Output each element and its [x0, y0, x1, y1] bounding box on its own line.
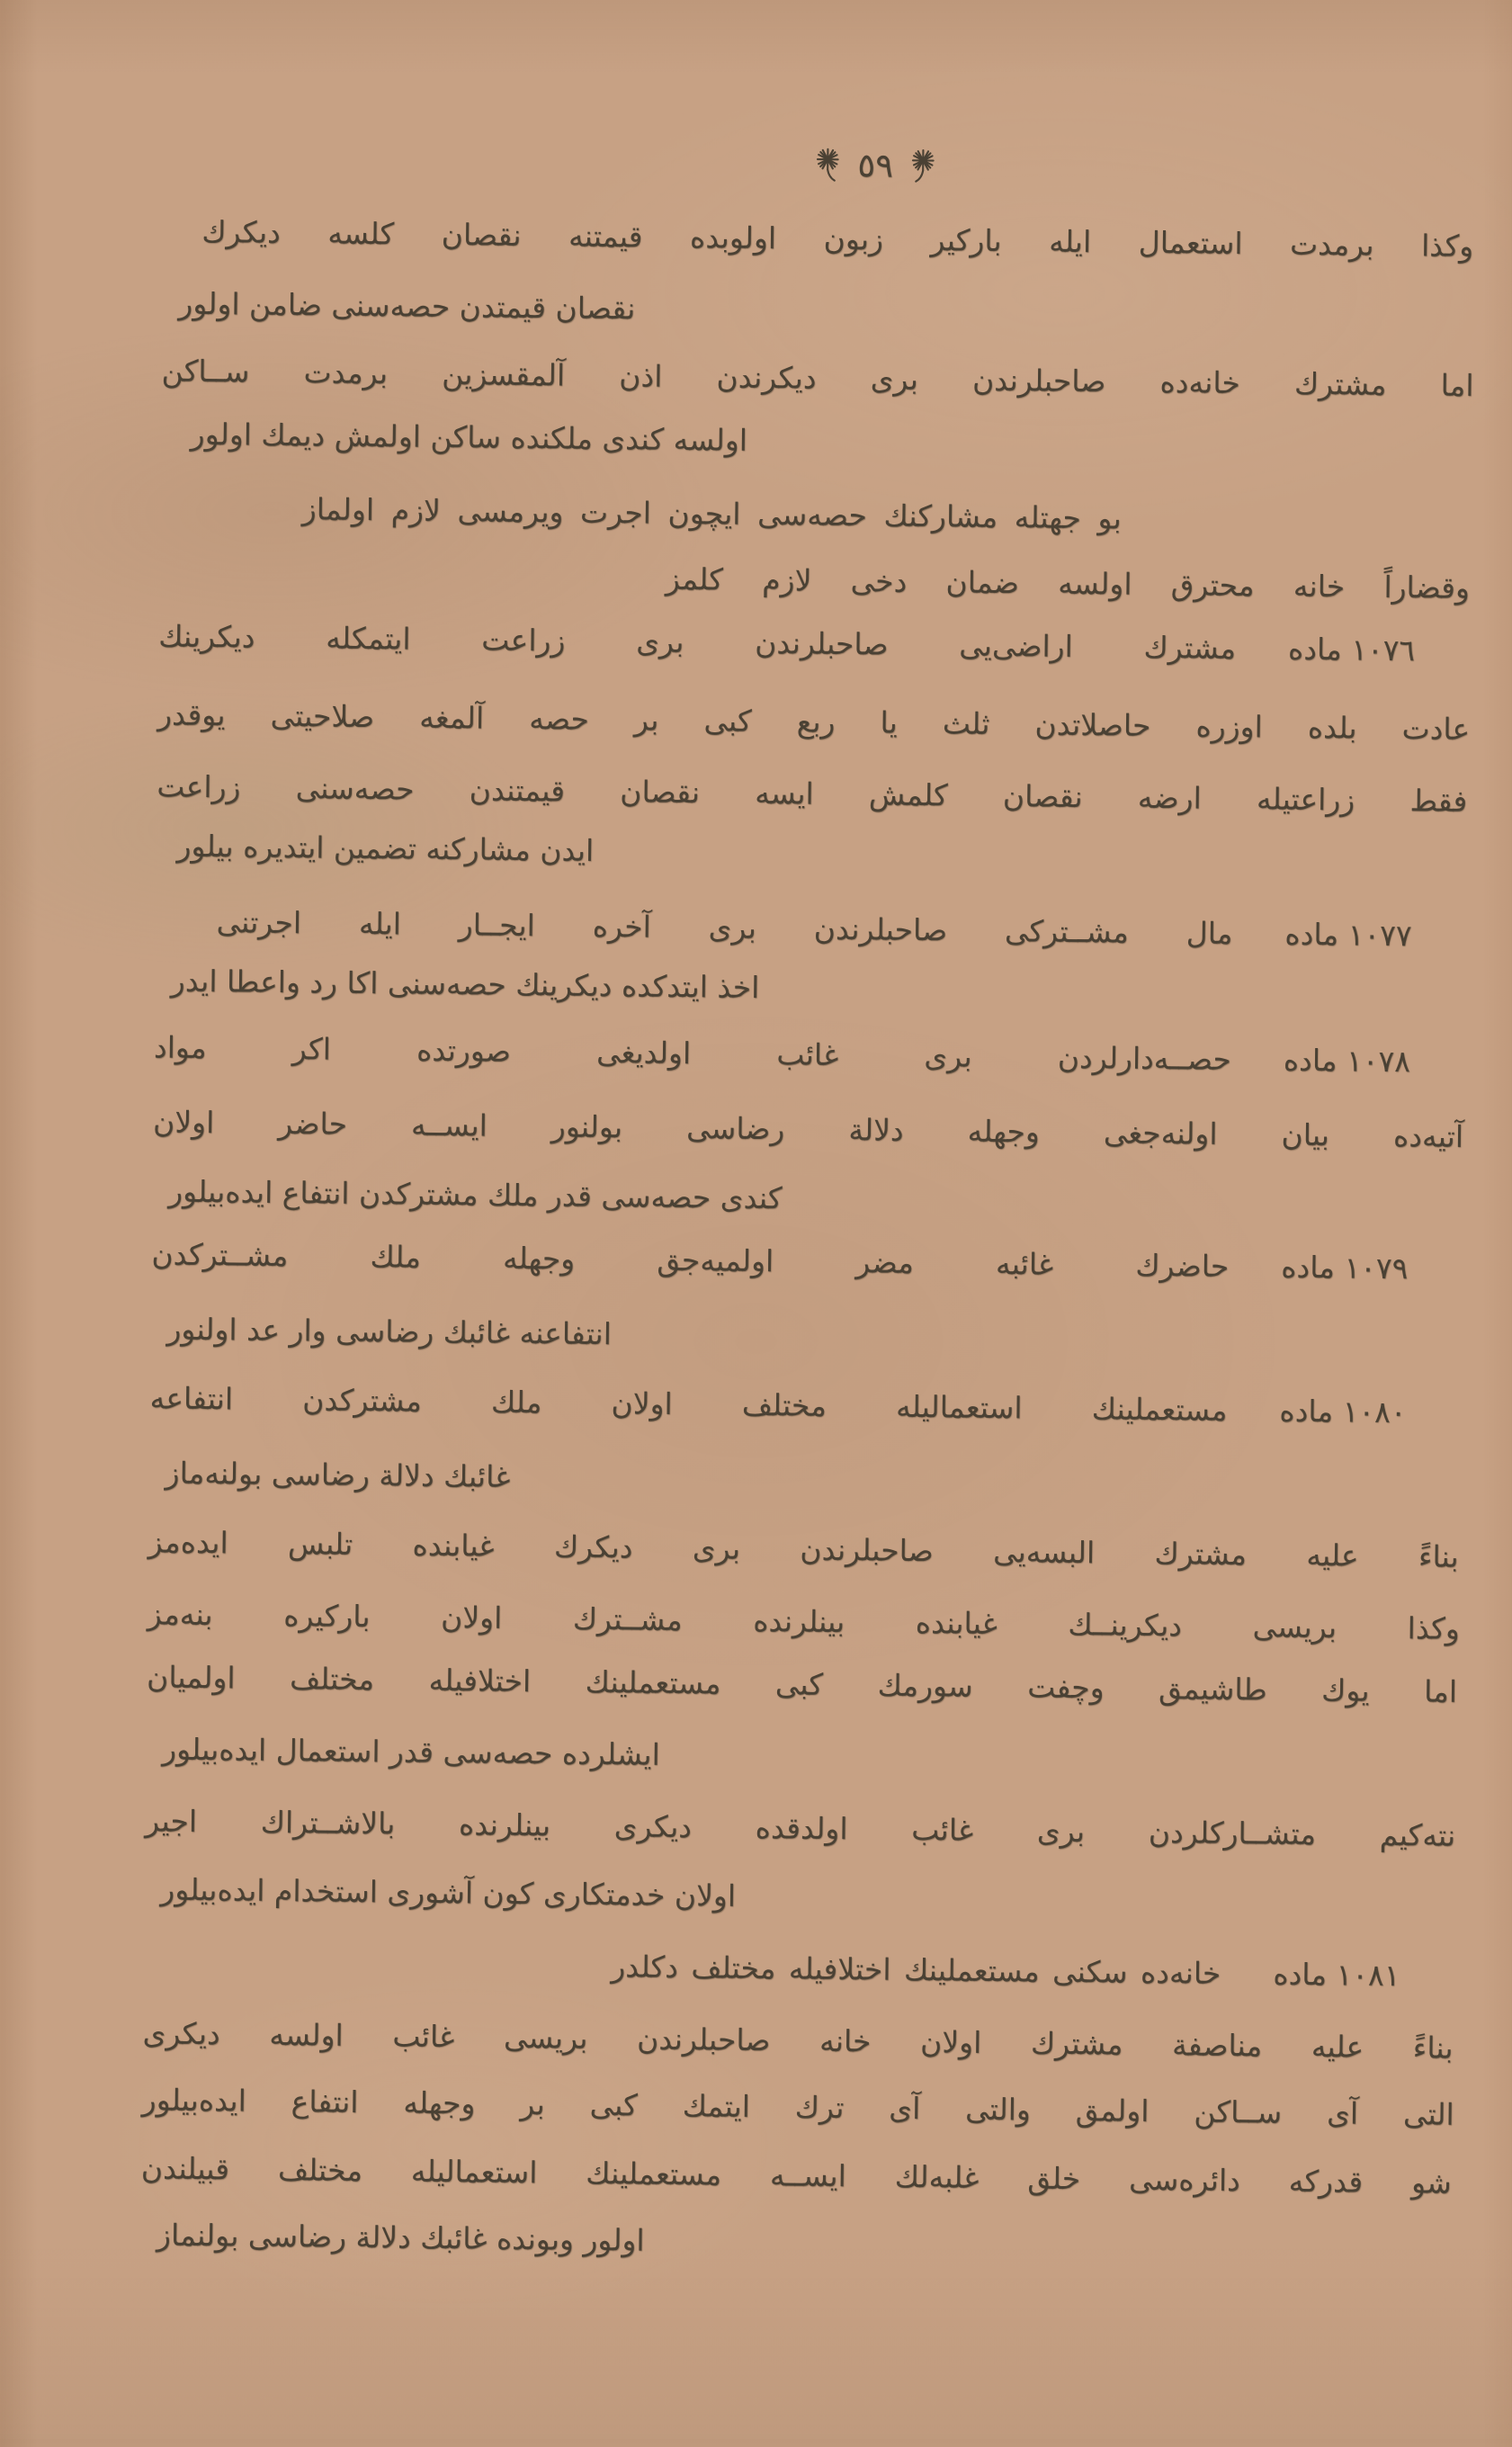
text-line: اولسه كندى ملكنده ساكن اولمش ديمك اولور: [190, 408, 747, 471]
article-text: مال مشــتركى صاحبلرندن برى آخره ايجــار ايله اجرتنى: [216, 895, 1233, 964]
text-line: التى آى ســاكن اولمق والتى آى ترك ايتمك كبى بر وجهله انتفاع ايده‌بيلور: [141, 2073, 1454, 2146]
page-number: ٥٩: [857, 148, 893, 182]
article-line: [216, 895, 1412, 966]
text-line: ايدن مشاركنه تضمين ايتديره بيلور: [176, 820, 594, 882]
text-line: اولور وبونده غائبك دلالة رضاسى بولنماز: [157, 2209, 645, 2272]
article-number: ١٠٨٠ ماده: [1279, 1385, 1407, 1444]
text-line: اولان خدمتكارى كون آشورى استخدام ايده‌بيلور: [160, 1863, 736, 1927]
text-line: غائبك دلالة رضاسى بولنه‌ماز: [165, 1447, 510, 1508]
floral-ornament-icon: [812, 145, 843, 184]
article-number: ١٠٧٧ ماده: [1284, 908, 1412, 967]
article-number: ١٠٧٩ ماده: [1281, 1241, 1409, 1300]
text-line: انتفاعنه غائبك رضاسى وار عد اولنور: [166, 1303, 612, 1366]
text-line: نقصان قيمتدن حصه‌سنى ضامن اولور: [178, 277, 636, 340]
article-line: [158, 609, 1416, 681]
article-line: [611, 1940, 1400, 2006]
floral-ornament-icon: [908, 146, 938, 185]
text-line: فقط زراعتيله ارضه نقصان كلمش ايسه نقصان قيمتندن حصه‌سنى زراعت: [157, 759, 1468, 832]
page-number-header: [781, 137, 971, 193]
article-number: ١٠٨١ ماده: [1273, 1948, 1400, 2007]
article-text: مشترك اراضى‌يى صاحبلرندن برى زراعت ايتمكله ديكرينك: [158, 609, 1237, 679]
text-line: اخذ ايتدكده ديكرينك حصه‌سنى اكا رد واعطا ايدر: [171, 955, 760, 1018]
article-number: ١٠٧٦ ماده: [1288, 623, 1416, 682]
article-text: مستعملينك استعماليله مختلف اولان ملك مشتركدن انتفاعه: [149, 1371, 1228, 1441]
article-line: [149, 1371, 1407, 1443]
text-line: شو قدركه دائره‌سى خلق غلبه‌لك ايســه مستعملينك استعماليله مختلف قبيلندن: [141, 2141, 1453, 2214]
text-line: وكذا بريسى ديكرينــك غيابنده بينلرنده مشــترك اولان باركيره بنه‌مز: [148, 1587, 1461, 1660]
article-number: ١٠٧٨ ماده: [1283, 1034, 1410, 1093]
text-line: اما مشترك خانه‌ده صاحبلرندن برى ديكرندن اذن آلمقسزين برمدت ســاكن: [161, 344, 1474, 417]
article-line: [151, 1227, 1409, 1299]
text-line: نته‌كيم متشــاركلردن برى غائب اولدقده ديكرى بينلرنده بالاشــتراك اجير: [145, 1794, 1456, 1867]
text-line: بو جهتله مشاركنك حصه‌سى ايچون اجرت ويرمسى لازم اولماز: [301, 482, 1122, 549]
text-line: آتيه‌ده بيان اولنه‌جغى وجهله دلالة رضاسى بولنور ايســه حاضر اولان: [153, 1095, 1464, 1168]
article-line: [154, 1020, 1411, 1092]
article-text: حاضرك غائبه مضر اولميه‌جق وجهله ملك مشــتركدن: [151, 1227, 1230, 1297]
article-text: حصــه‌دارلردن برى غائب اولديغى صورتده اكر مواد: [154, 1020, 1232, 1090]
text-line: وكذا برمدت استعمال ايله باركير زبون اولوبده قيمتنه نقصان كلسه ديكرك: [201, 205, 1474, 277]
text-line: كندى حصه‌سى قدر ملك مشتركدن انتفاع ايده‌بيلور: [168, 1165, 783, 1230]
text-line: عادت بلده اوزره حاصلاتدن ثلث يا ربع كبى بر حصه آلمغه صلاحيتى يوقدر: [157, 687, 1471, 760]
text-line: وقضاراً خانه محترق اولسه ضمان دخى لازم كلمز: [666, 552, 1471, 619]
text-line: بناءً عليه مناصفة مشترك اولان خانه صاحبلرندن بريسى غائب اولسه ديكرى: [142, 2006, 1454, 2079]
text-line: اما يوك طاشيمق وچفت سورمك كبى مستعملينك اختلافيله مختلف اولميان: [147, 1650, 1458, 1723]
text-line: بناءً عليه مشترك البسه‌يى صاحبلرندن برى ديكرك غيابنده تلبس ايده‌مز: [148, 1515, 1459, 1588]
text-line: ايشلرده حصه‌سى قدر استعمال ايده‌بيلور: [162, 1723, 660, 1786]
article-text: خانه‌ده سكنى مستعملينك اختلافيله مختلف دكلدر: [611, 1940, 1221, 2004]
